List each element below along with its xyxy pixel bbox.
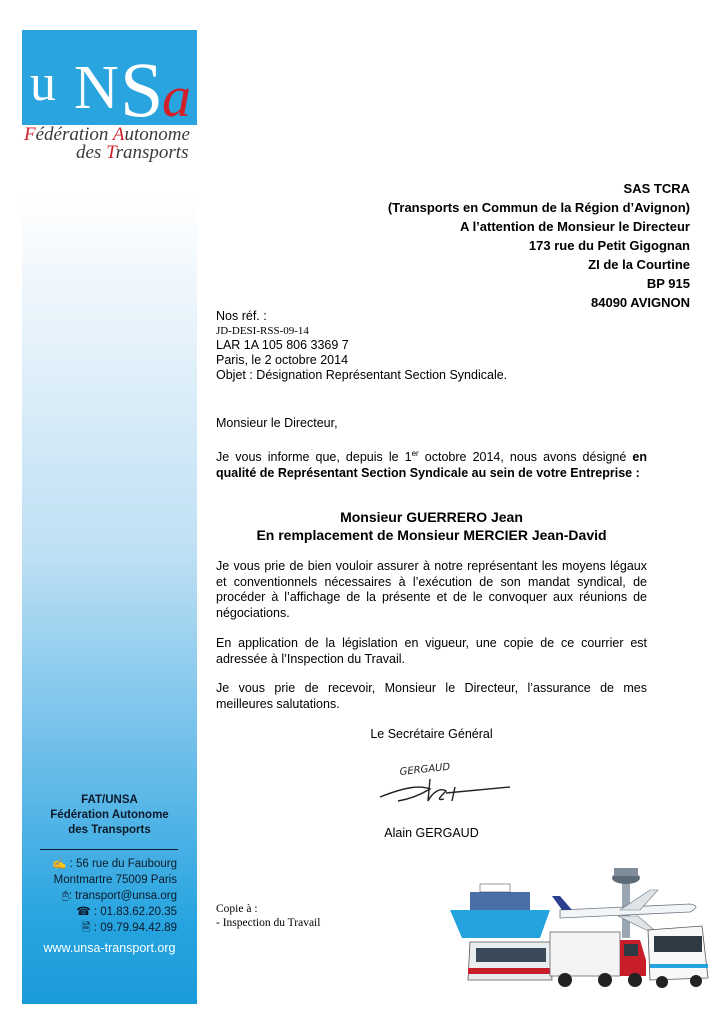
copies-item: - Inspection du Travail	[216, 917, 321, 929]
recipient-line: BP 915	[646, 276, 690, 291]
org-name-line2: des Transports	[68, 824, 151, 836]
logo-letter-u: u	[30, 55, 56, 112]
logo-subtitle-line1: Fédération Autonome	[24, 124, 190, 145]
website-link[interactable]: www.unsa-transport.org	[43, 941, 176, 955]
recipient-line: 173 rue du Petit Gigognan	[528, 238, 690, 253]
sidebar-organisation	[22, 793, 197, 838]
designee-block	[216, 508, 647, 544]
recipient-line: (Transports en Commun de la Région d’Avignon)	[387, 200, 690, 215]
refs-lar: LAR 1A 105 806 3369 7	[216, 338, 349, 352]
recipient-address	[388, 179, 690, 312]
signatory-name: Alain GERGAUD	[384, 826, 479, 840]
designee-name: Monsieur GUERRERO Jean	[340, 509, 523, 525]
contact-address-line2: Montmartre 75009 Paris	[53, 874, 177, 886]
mouse-icon: 🖰	[61, 890, 69, 902]
paragraph-4: Je vous prie de recevoir, Monsieur le Directeur, l’assurance de mes meilleures salutations.	[216, 681, 647, 711]
refs-label: Nos réf. :	[216, 309, 267, 323]
refs-code: JD-DESI-RSS-09-14	[216, 325, 309, 337]
signatory-title: Le Secrétaire Général	[370, 727, 493, 741]
logo-subtitle-line2: des Transports	[76, 142, 189, 163]
unsa-logo	[22, 30, 197, 125]
copies-block	[216, 902, 320, 930]
recipient-line: A l’attention de Monsieur le Directeur	[460, 219, 690, 234]
logo-letter-a: a	[162, 64, 191, 125]
org-acronym: FAT/UNSA	[81, 794, 138, 806]
paragraph-2: Je vous prie de bien vouloir assurer à notre représentant les moyens légaux et conventionnels nécessaires à l’exécution de son mandat syndical, de procéder à l’affichage de la présente et de le convoquer aux réunions de négociations.	[216, 559, 647, 620]
refs-date: Paris, le 2 octobre 2014	[216, 353, 349, 367]
org-name-line1: Fédération Autonome	[50, 809, 169, 821]
unsa-logo-letters	[22, 30, 197, 125]
designee-replacement: En remplacement de Monsieur MERCIER Jean-David	[256, 527, 607, 543]
salutation: Monsieur le Directeur,	[216, 416, 338, 430]
paragraph-3: En application de la législation en vigueur, une copie de ce courrier est adressée à l’Inspection du Travail.	[216, 636, 647, 666]
handwritten-signature	[360, 757, 540, 817]
sidebar-divider	[40, 849, 178, 850]
contact-email: 🖰: transport@unsa.org	[61, 890, 177, 902]
copies-label: Copie à :	[216, 903, 258, 915]
recipient-line: 84090 AVIGNON	[591, 295, 690, 310]
logo-letter-n: N	[74, 54, 119, 122]
transport-illustration	[440, 860, 716, 1000]
phone-icon: ☎	[76, 906, 91, 918]
contact-phone: ☎ : 01.83.62.20.35	[76, 906, 177, 918]
fax-icon: 🖹	[81, 922, 91, 934]
recipient-line: ZI de la Courtine	[588, 257, 690, 272]
logo-letter-s: S	[120, 46, 164, 125]
pen-icon: ✍	[52, 858, 67, 870]
contact-fax: 🖹 : 09.79.94.42.89	[81, 922, 177, 934]
sidebar-contact	[22, 856, 177, 936]
recipient-line: SAS TCRA	[623, 181, 690, 196]
references-block	[216, 309, 507, 383]
contact-address-line1: ✍ : 56 rue du Faubourg	[52, 858, 177, 870]
paragraph-1: Je vous informe que, depuis le 1er octobre 2014, nous avons désigné en qualité de Représentant Section Syndicale au sein de votre Entreprise :	[216, 449, 647, 480]
svg-text:GERGAUD: GERGAUD	[399, 761, 451, 778]
refs-objet: Objet : Désignation Représentant Section Syndicale.	[216, 368, 508, 382]
